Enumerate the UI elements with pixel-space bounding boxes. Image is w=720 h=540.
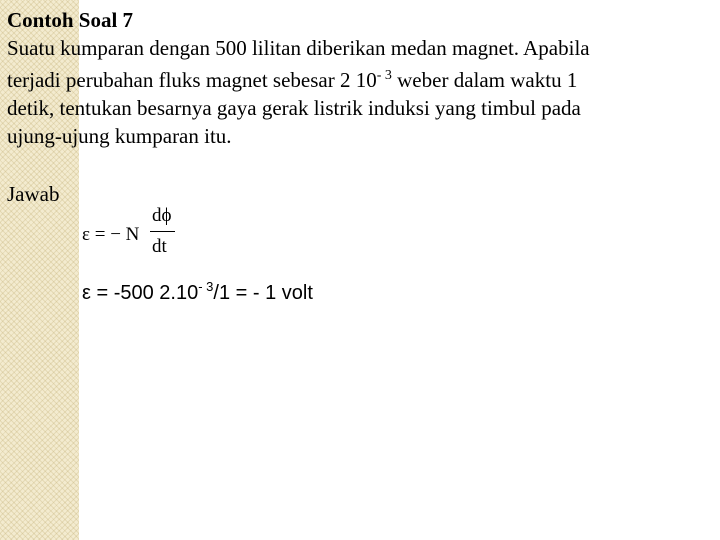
problem-exponent: - 3	[376, 68, 392, 83]
answer-exponent: - 3	[198, 279, 214, 294]
formula-lhs: ε = − N	[82, 224, 140, 245]
problem-text-part-2: weber dalam waktu 1 detik, tentukan besarnya gaya gerak listrik induksi yang timbul pada ujung-ujung kumparan itu.	[7, 68, 581, 148]
slide-content	[7, 6, 713, 150]
answer-part-2: /1 = - 1 volt	[213, 282, 313, 304]
problem-text-part-1: Suatu kumparan dengan 500 lilitan diberikan medan magnet. Apabila terjadi perubahan fluks magnet sebesar 2 10	[7, 36, 590, 92]
answer-line	[82, 279, 313, 305]
slide-title: Contoh Soal 7	[7, 8, 134, 32]
answer-heading: Jawab	[7, 182, 60, 206]
answer-part-1: ε = -500 2.10	[82, 282, 199, 304]
problem-text	[7, 34, 713, 150]
formula-numerator: dϕ	[152, 205, 172, 226]
formula-denominator: dt	[152, 236, 167, 257]
fraction-bar	[150, 231, 175, 232]
